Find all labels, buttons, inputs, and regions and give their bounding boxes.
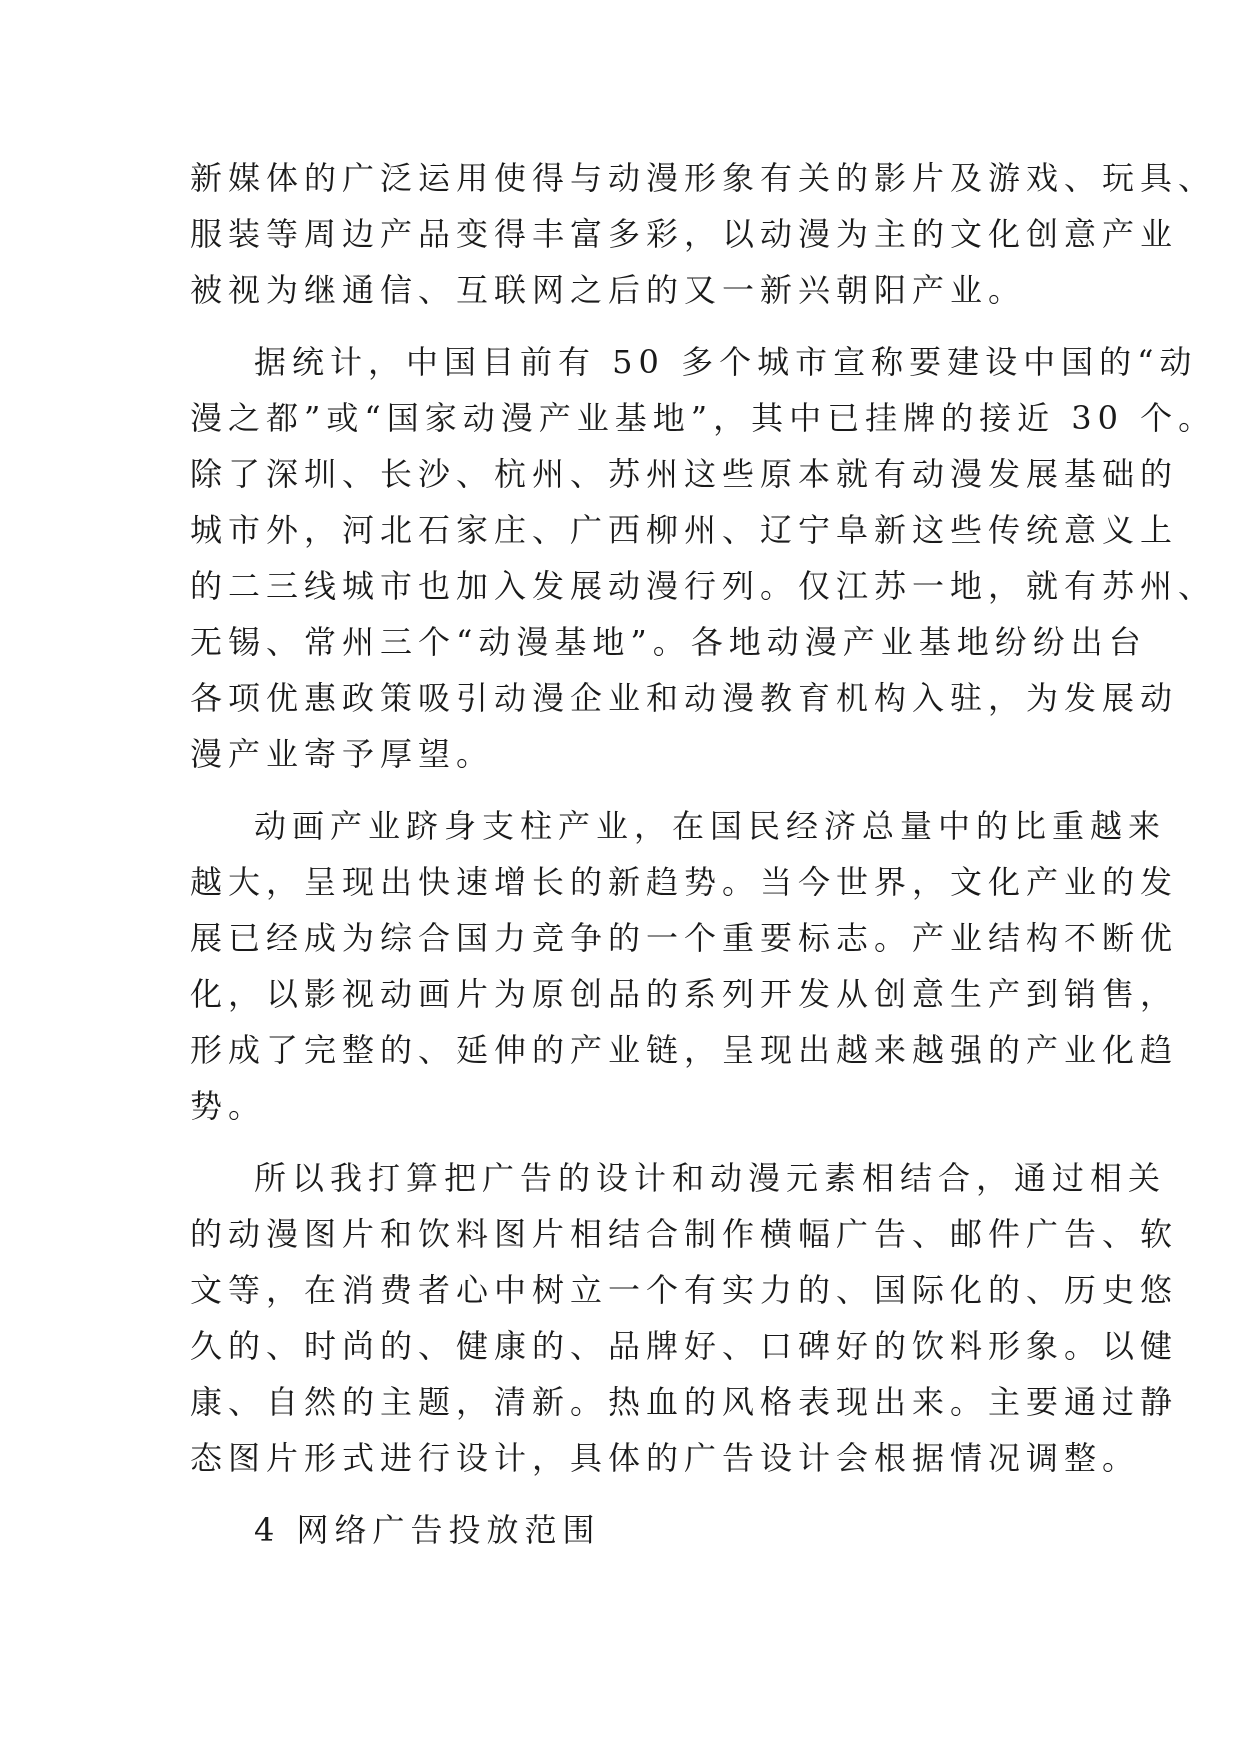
text-line: 新媒体的广泛运用使得与动漫形象有关的影片及游戏、玩具、 xyxy=(190,159,1217,197)
text-line: 所以我打算把广告的设计和动漫元素相结合，通过相关 xyxy=(254,1159,1167,1197)
section-heading: 4 网络广告投放范围 xyxy=(254,1511,601,1549)
text-line: 被视为继通信、互联网之后的又一新兴朝阳产业。 xyxy=(190,271,1027,309)
paragraph-gap xyxy=(190,1486,1060,1502)
text-line: 各项优惠政策吸引动漫企业和动漫教育机构入驻，为发展动 xyxy=(190,679,1179,717)
text-line: 漫之都”或“国家动漫产业基地”，其中已挂牌的接近 30 个。 xyxy=(190,399,1217,437)
text-line: 展已经成为综合国力竞争的一个重要标志。产业结构不断优 xyxy=(190,919,1179,957)
text-line: 态图片形式进行设计，具体的广告设计会根据情况调整。 xyxy=(190,1439,1141,1477)
text-line: 的二三线城市也加入发展动漫行列。仅江苏一地，就有苏州、 xyxy=(190,567,1217,605)
text-line: 久的、时尚的、健康的、品牌好、口碑好的饮料形象。以健 xyxy=(190,1327,1179,1365)
text-line: 服装等周边产品变得丰富多彩，以动漫为主的文化创意产业 xyxy=(190,215,1179,253)
text-line: 形成了完整的、延伸的产业链，呈现出越来越强的产业化趋 xyxy=(190,1031,1179,1069)
text-line: 无锡、常州三个“动漫基地”。各地动漫产业基地纷纷出台 xyxy=(190,623,1147,661)
paragraph-gap xyxy=(190,782,1060,798)
text-line: 势。 xyxy=(190,1087,267,1125)
text-line: 越大，呈现出快速增长的新趋势。当今世界，文化产业的发 xyxy=(190,863,1179,901)
text-line: 城市外，河北石家庄、广西柳州、辽宁阜新这些传统意义上 xyxy=(190,511,1179,549)
text-line: 康、自然的主题，清新。热血的风格表现出来。主要通过静 xyxy=(190,1383,1179,1421)
text-line: 的动漫图片和饮料图片相结合制作横幅广告、邮件广告、软 xyxy=(190,1215,1179,1253)
text-line: 文等，在消费者心中树立一个有实力的、国际化的、历史悠 xyxy=(190,1271,1179,1309)
text-line: 除了深圳、长沙、杭州、苏州这些原本就有动漫发展基础的 xyxy=(190,455,1179,493)
body-text xyxy=(190,150,1217,1558)
text-line: 漫产业寄予厚望。 xyxy=(190,735,495,773)
text-line: 动画产业跻身支柱产业，在国民经济总量中的比重越来 xyxy=(254,807,1167,845)
paragraph-gap xyxy=(190,318,1060,334)
text-line: 化，以影视动画片为原创品的系列开发从创意生产到销售， xyxy=(190,975,1179,1013)
text-line: 据统计，中国目前有 50 多个城市宣称要建设中国的“动 xyxy=(254,343,1198,381)
paragraph-gap xyxy=(190,1134,1060,1150)
